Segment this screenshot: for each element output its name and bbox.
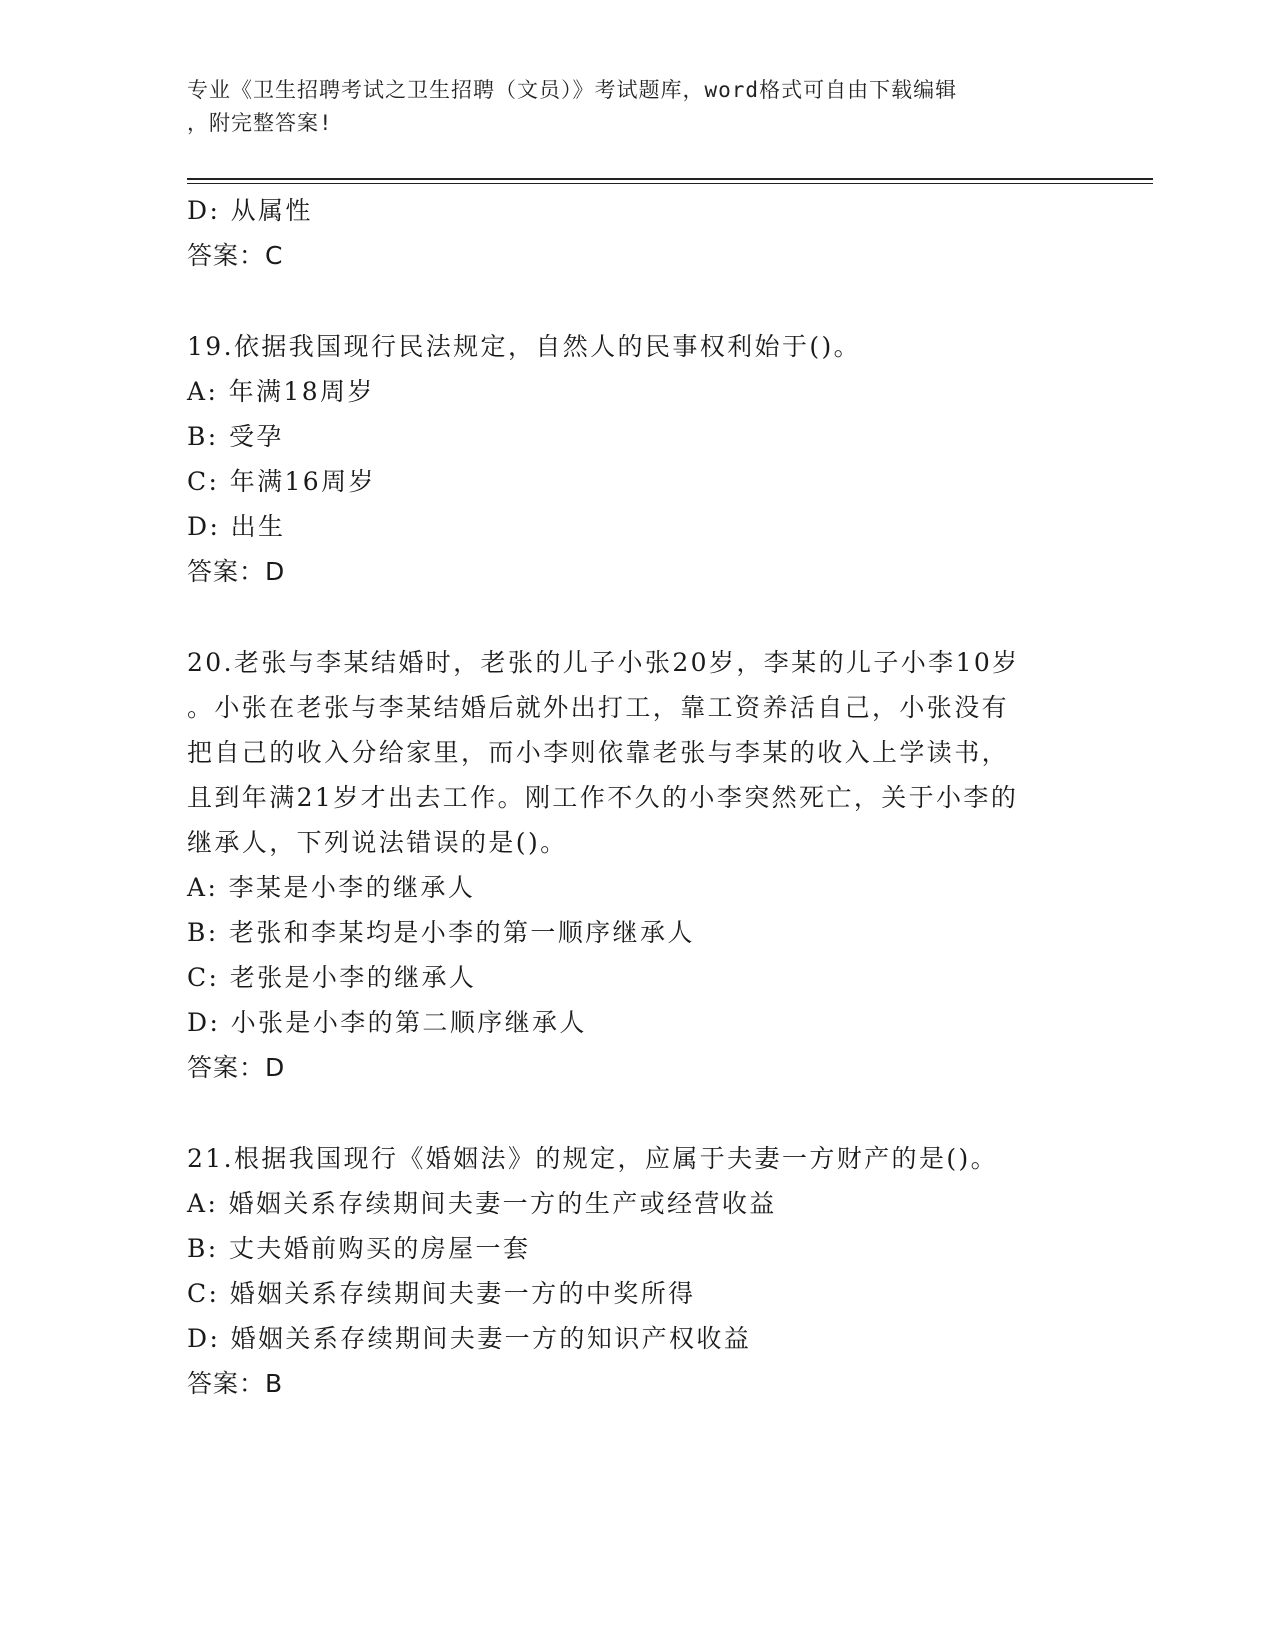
option-b: B: 丈夫婚前购买的房屋一套 [187,1234,531,1263]
answer-line: 答案：D [187,1053,286,1082]
question-stem: 21.根据我国现行《婚姻法》的规定，应属于夫妻一方财产的是()。 [187,1144,999,1173]
question-list [187,188,1117,1406]
question-20 [187,640,1117,1090]
option-c: C: 老张是小李的继承人 [187,963,477,992]
question-19 [187,324,1117,594]
question-21 [187,1136,1117,1406]
option-b: B: 受孕 [187,422,284,451]
header-rule-thin [187,183,1153,184]
header-line-1: 专业《卫生招聘考试之卫生招聘（文员）》考试题库，word格式可自由下载编辑 [187,78,958,102]
option-b: B: 老张和李某均是小李的第一顺序继承人 [187,918,695,947]
question-stem-line: 继承人，下列说法错误的是()。 [187,828,568,857]
option-d: D: 小张是小李的第二顺序继承人 [187,1008,587,1037]
question-stem [187,640,1117,865]
option-d: D: 出生 [187,512,286,541]
question-18-tail [187,188,1117,278]
option-a: A: 年满18周岁 [187,377,375,406]
question-stem-line: 且到年满21岁才出去工作。刚工作不久的小李突然死亡，关于小李的 [187,783,1019,812]
header-line-2: ，附完整答案! [187,111,333,135]
page-header [187,74,1067,140]
spacer [187,278,1117,324]
answer-line: 答案：B [187,1369,284,1398]
question-stem-line: 把自己的收入分给家里，而小李则依靠老张与李某的收入上学读书， [187,738,1010,767]
option-a: A: 婚姻关系存续期间夫妻一方的生产或经营收益 [187,1189,777,1218]
answer-line: 答案：C [187,241,284,270]
spacer [187,594,1117,640]
question-stem-line: 。小张在老张与李某结婚后就外出打工，靠工资养活自己，小张没有 [187,693,1010,722]
header-rule-thick [187,178,1153,180]
question-stem: 19.依据我国现行民法规定，自然人的民事权利始于()。 [187,332,862,361]
answer-line: 答案：D [187,557,286,586]
spacer [187,1090,1117,1136]
option-d: D: 婚姻关系存续期间夫妻一方的知识产权收益 [187,1324,752,1353]
option-c: C: 婚姻关系存续期间夫妻一方的中奖所得 [187,1279,696,1308]
question-stem-line: 20.老张与李某结婚时，老张的儿子小张20岁，李某的儿子小李10岁 [187,648,1020,677]
option-d: D: 从属性 [187,196,313,225]
option-c: C: 年满16周岁 [187,467,376,496]
option-a: A: 李某是小李的继承人 [187,873,476,902]
